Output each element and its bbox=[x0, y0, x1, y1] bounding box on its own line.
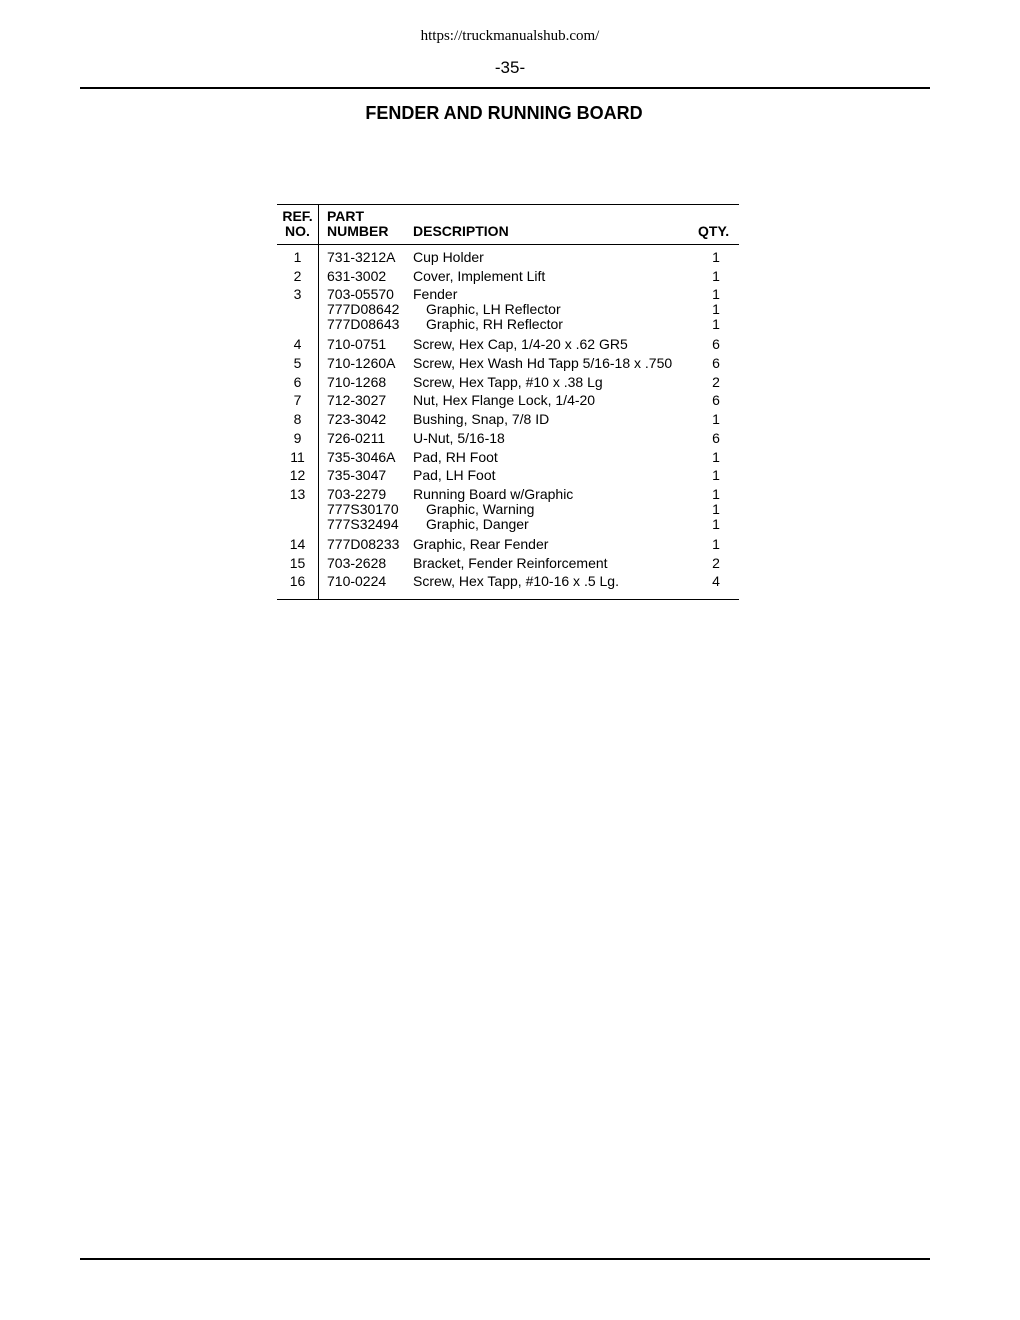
qty-header: QTY. bbox=[698, 223, 730, 239]
part-number-cell: 777S32494 bbox=[327, 515, 399, 532]
table-row bbox=[277, 487, 739, 532]
item-line bbox=[277, 450, 739, 465]
source-url: https://truckmanualshub.com/ bbox=[420, 28, 600, 44]
description-cell: Screw, Hex Wash Hd Tapp 5/16-18 x .750 bbox=[413, 355, 673, 372]
table-row bbox=[277, 393, 739, 408]
table-row bbox=[277, 287, 739, 332]
part-number-cell: 703-2279 bbox=[327, 485, 387, 502]
table-row bbox=[277, 537, 739, 552]
qty-cell: 1 bbox=[712, 411, 720, 428]
description-cell: Bracket, Fender Reinforcement bbox=[413, 554, 608, 571]
part-number-cell: 777D08643 bbox=[327, 316, 400, 333]
table-row bbox=[277, 468, 739, 483]
qty-cell: 6 bbox=[712, 392, 720, 409]
part-number-cell: 710-1260A bbox=[327, 355, 396, 372]
sub-item-line bbox=[277, 302, 739, 317]
part-number-cell: 703-05570 bbox=[327, 286, 394, 303]
top-rule bbox=[80, 87, 930, 89]
sub-item-line bbox=[277, 517, 739, 532]
description-cell: Screw, Hex Cap, 1/4-20 x .62 GR5 bbox=[413, 336, 628, 353]
qty-cell: 2 bbox=[712, 554, 720, 571]
description-cell: Graphic, Warning bbox=[426, 500, 535, 517]
ref-no-cell: 16 bbox=[289, 573, 306, 590]
ref-no-cell: 2 bbox=[293, 267, 302, 284]
qty-cell: 1 bbox=[712, 515, 720, 532]
qty-cell: 1 bbox=[712, 467, 720, 484]
table-header bbox=[277, 205, 739, 245]
ref-no-cell: 5 bbox=[293, 355, 302, 372]
item-line bbox=[277, 356, 739, 371]
description-cell: Running Board w/Graphic bbox=[413, 485, 574, 502]
table-row bbox=[277, 412, 739, 427]
description-cell: Pad, LH Foot bbox=[413, 467, 496, 484]
qty-cell: 2 bbox=[712, 373, 720, 390]
sub-item-line bbox=[277, 502, 739, 517]
item-line bbox=[277, 412, 739, 427]
item-line bbox=[277, 468, 739, 483]
table-row bbox=[277, 431, 739, 446]
description-cell: Graphic, RH Reflector bbox=[426, 316, 563, 333]
ref-no-cell: 14 bbox=[289, 535, 306, 552]
part-number-cell: 726-0211 bbox=[327, 429, 386, 446]
ref-no-cell: 15 bbox=[289, 554, 306, 571]
page-number: -35- bbox=[494, 58, 526, 77]
qty-cell: 1 bbox=[712, 500, 720, 517]
table-row bbox=[277, 450, 739, 465]
qty-cell: 1 bbox=[712, 485, 720, 502]
part-number-header: PART NUMBER bbox=[327, 208, 389, 239]
table-row bbox=[277, 269, 739, 284]
ref-no-cell: 1 bbox=[293, 249, 302, 265]
ref-no-cell: 13 bbox=[289, 485, 306, 502]
table-row bbox=[277, 337, 739, 352]
page-title: FENDER AND RUNNING BOARD bbox=[365, 103, 643, 123]
qty-cell: 1 bbox=[712, 448, 720, 465]
item-line bbox=[277, 574, 739, 589]
qty-cell: 1 bbox=[712, 286, 720, 303]
parts-table bbox=[277, 204, 739, 600]
qty-cell: 1 bbox=[712, 249, 720, 265]
description-cell: Bushing, Snap, 7/8 ID bbox=[413, 411, 550, 428]
sub-item-line bbox=[277, 317, 739, 332]
table-row bbox=[277, 356, 739, 371]
item-line bbox=[277, 337, 739, 352]
qty-cell: 4 bbox=[712, 573, 720, 590]
description-cell: Graphic, Rear Fender bbox=[413, 535, 549, 552]
qty-cell: 1 bbox=[712, 316, 720, 333]
description-cell: Graphic, Danger bbox=[426, 515, 529, 532]
part-number-cell: 735-3046A bbox=[327, 448, 396, 465]
part-number-cell: 777S30170 bbox=[327, 500, 399, 517]
qty-cell: 6 bbox=[712, 429, 720, 446]
part-number-cell: 735-3047 bbox=[327, 467, 387, 484]
item-line bbox=[277, 269, 739, 284]
part-number-cell: 631-3002 bbox=[327, 267, 387, 284]
bottom-rule bbox=[80, 1258, 930, 1260]
table-row bbox=[277, 574, 739, 589]
item-line bbox=[277, 393, 739, 408]
description-cell: Graphic, LH Reflector bbox=[426, 301, 561, 318]
part-number-cell: 710-0224 bbox=[327, 573, 387, 590]
table-row bbox=[277, 375, 739, 390]
part-number-cell: 710-0751 bbox=[327, 336, 387, 353]
ref-no-cell: 8 bbox=[293, 411, 302, 428]
item-line bbox=[277, 487, 739, 502]
table-body bbox=[277, 250, 739, 593]
ref-no-cell: 4 bbox=[293, 336, 302, 353]
part-number-cell: 723-3042 bbox=[327, 411, 387, 428]
table-row bbox=[277, 250, 739, 265]
description-cell: U-Nut, 5/16-18 bbox=[413, 429, 505, 446]
item-line bbox=[277, 537, 739, 552]
part-number-cell: 710-1268 bbox=[327, 373, 387, 390]
description-cell: Screw, Hex Tapp, #10 x .38 Lg bbox=[413, 373, 603, 390]
qty-cell: 6 bbox=[712, 355, 720, 372]
part-number-cell: 777D08233 bbox=[327, 535, 400, 552]
description-cell: Fender bbox=[413, 286, 458, 303]
ref-no-cell: 9 bbox=[293, 429, 302, 446]
ref-no-header: REF. NO. bbox=[282, 208, 313, 239]
description-cell: Cup Holder bbox=[413, 249, 484, 265]
item-line bbox=[277, 287, 739, 302]
part-number-cell: 777D08642 bbox=[327, 301, 400, 318]
description-header: DESCRIPTION bbox=[413, 223, 509, 239]
description-cell: Screw, Hex Tapp, #10-16 x .5 Lg. bbox=[413, 573, 619, 590]
qty-cell: 1 bbox=[712, 535, 720, 552]
ref-no-cell: 3 bbox=[293, 286, 302, 303]
qty-cell: 6 bbox=[712, 336, 720, 353]
ref-no-cell: 6 bbox=[293, 373, 302, 390]
part-number-cell: 712-3027 bbox=[327, 392, 387, 409]
item-line bbox=[277, 431, 739, 446]
qty-cell: 1 bbox=[712, 267, 720, 284]
description-cell: Nut, Hex Flange Lock, 1/4-20 bbox=[413, 392, 596, 409]
part-number-cell: 731-3212A bbox=[327, 249, 396, 265]
description-cell: Cover, Implement Lift bbox=[413, 267, 546, 284]
table-row bbox=[277, 556, 739, 571]
item-line bbox=[277, 375, 739, 390]
item-line bbox=[277, 556, 739, 571]
ref-no-cell: 7 bbox=[293, 392, 302, 409]
ref-no-cell: 11 bbox=[290, 448, 305, 465]
qty-cell: 1 bbox=[712, 301, 720, 318]
description-cell: Pad, RH Foot bbox=[413, 448, 498, 465]
ref-no-cell: 12 bbox=[289, 467, 306, 484]
item-line bbox=[277, 250, 739, 265]
part-number-cell: 703-2628 bbox=[327, 554, 387, 571]
